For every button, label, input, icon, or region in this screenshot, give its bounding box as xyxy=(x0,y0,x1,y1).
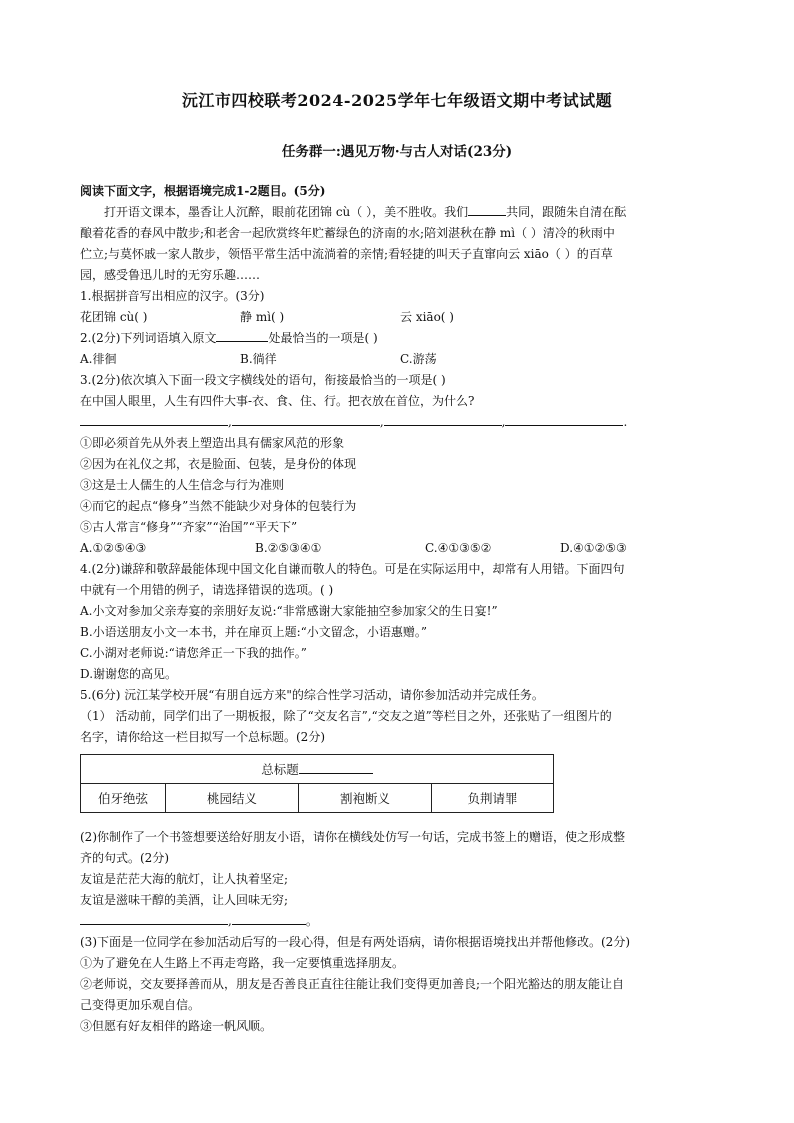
option-b[interactable]: B.小语送朋友小文一本书，并在扉页上题:“小文留念，小语惠赠。” xyxy=(80,625,427,639)
question-3-stem: 3.(2分)依次填入下面一段文字横线处的语句，衔接最恰当的一项是( ) xyxy=(80,373,446,387)
q5-part2-line2: 齐的句式。(2分) xyxy=(80,851,169,865)
list-item: ⑤古人常言“修身”“齐家”“治国”“平天下” xyxy=(80,520,298,534)
option-d[interactable]: D.④①②⑤③ xyxy=(560,541,627,555)
list-item: ②老师说，交友要择善而从，朋友是否善良正直往往能让我们变得更加善良;一个阳光豁达的朋友能让自 xyxy=(80,977,625,991)
list-item: 己变得更加乐观自信。 xyxy=(80,998,201,1012)
table-header-cell: 总标题 xyxy=(81,755,554,784)
title-table xyxy=(80,754,554,813)
bookmark-line-2: 友谊是滋味干醇的美酒，让人回味无穷; xyxy=(80,893,289,907)
q5-part1-line2: 名字，请你给这一栏目拟写一个总标题。(2分) xyxy=(80,730,325,744)
answer-blank[interactable] xyxy=(80,911,228,925)
list-item: ④而它的起点“修身”当然不能缺少对身体的包装行为 xyxy=(80,499,357,513)
list-item: ①即必须首先从外表上塑造出具有儒家风范的形象 xyxy=(80,436,345,450)
question-3-options xyxy=(80,538,640,559)
answer-blank[interactable] xyxy=(232,412,380,426)
table-cell: 伯牙绝弦 xyxy=(81,784,166,813)
option-b[interactable]: B.徜徉 xyxy=(240,352,277,366)
exam-content xyxy=(80,181,640,1037)
list-item: ③这是士人儒生的人生信念与行为准则 xyxy=(80,478,285,492)
option-a[interactable]: A.小文对参加父亲寿宴的亲朋好友说:“非常感谢大家能抽空参加家父的生日宴!” xyxy=(80,604,498,618)
question-4-stem-2: 中就有一个用错的例子，请选择错误的选项。( ) xyxy=(80,583,334,597)
bookmark-blanks: , 。 xyxy=(80,911,640,932)
table-cell: 割袍断义 xyxy=(299,784,432,813)
answer-blank[interactable] xyxy=(80,412,228,426)
answer-blank[interactable] xyxy=(384,412,502,426)
option-a[interactable]: A.①②⑤④③ xyxy=(80,541,147,555)
passage-line-4: 园，感受鲁迅儿时的无穷乐趣…… xyxy=(80,268,261,282)
option-a[interactable]: A.徘徊 xyxy=(80,352,117,366)
table-row xyxy=(81,755,554,784)
blank-cu[interactable]: 花团锦 cù( ) xyxy=(80,310,148,324)
question-1-stem: 1.根据拼音写出相应的汉字。(3分) xyxy=(80,289,265,303)
q5-part1-line1: （1） 活动前，同学们出了一期板报，除了“交友名言”,“交友之道”等栏目之外，还张贴了一组图片的 xyxy=(80,709,612,723)
reading-instruction: 阅读下面文字，根据语境完成1-2题目。(5分) xyxy=(80,184,326,198)
question-4-stem-1: 4.(2分)谦辞和敬辞最能体现中国文化自谦而敬人的特色。可是在实际运用中，却常有人用错。下面四句 xyxy=(80,562,625,576)
question-3-lead: 在中国人眼里，人生有四件大事-衣、食、住、行。把衣放在首位，为什么? xyxy=(80,394,475,408)
question-3-blanks: , , , . xyxy=(80,412,640,433)
question-1-blanks xyxy=(80,307,640,328)
exam-title: 沅江市四校联考2024-2025学年七年级语文期中考试试题 xyxy=(181,91,613,110)
question-2-options xyxy=(80,349,640,370)
option-c[interactable]: C.小湖对老师说:“请您斧正一下我的拙作。” xyxy=(80,646,307,660)
table-cell: 负荆请罪 xyxy=(432,784,554,813)
option-d[interactable]: D.谢谢您的高见。 xyxy=(80,667,178,681)
q5-part2-line1: (2)你制作了一个书签想要送给好朋友小语，请你在横线处仿写一句话，完成书签上的赠语，使之形成整 xyxy=(80,830,626,844)
section-heading: 任务群一:遇见万物·与古人对话(23分) xyxy=(281,144,513,160)
q5-part3-stem: (3)下面是一位同学在参加活动后写的一段心得，但是有两处语病，请你根据语境找出并帮他修改。(2分) xyxy=(80,935,630,949)
answer-blank xyxy=(216,328,268,342)
answer-blank[interactable] xyxy=(232,911,306,925)
table-row xyxy=(81,784,554,813)
list-item: ①为了避免在人生路上不再走弯路，我一定要慎重选择朋友。 xyxy=(80,956,405,970)
question-2-stem: 2.(2分)下列词语填入原文 处最恰当的一项是( ) xyxy=(80,328,640,349)
passage-line-3: 伫立;与莫怀戚一家人散步，领悟平常生活中流淌着的亲情;看轻捷的叫天子直窜向云 xiāo（ ）的百草 xyxy=(80,247,613,261)
answer-blank[interactable] xyxy=(505,412,623,426)
list-item: ③但愿有好友相伴的路途一帆风顺。 xyxy=(80,1019,273,1033)
option-b[interactable]: B.②⑤③④① xyxy=(255,541,322,555)
answer-blank[interactable] xyxy=(468,202,506,216)
table-cell: 桃园结义 xyxy=(166,784,299,813)
list-item: ②因为在礼仪之邦，衣是脸面、包装，是身份的体现 xyxy=(80,457,357,471)
passage-line-2: 酿着花香的春风中散步;和老舍一起欣赏终年贮蓄绿色的济南的水;陪刘湛秋在静 mì（ ）清冷的秋雨中 xyxy=(80,226,615,240)
option-c[interactable]: C.④①③⑤② xyxy=(425,541,492,555)
title-blank[interactable] xyxy=(299,760,373,774)
question-5-stem: 5.(6分) 沅江某学校开展“有朋自远方来"的综合性学习活动，请你参加活动并完成任务。 xyxy=(80,688,544,702)
passage-line-1: 打开语文课本，墨香让人沉醉，眼前花团锦 cù（ ），美不胜收。我们 共同，跟随朱自清在酝 xyxy=(80,202,640,223)
blank-xiao[interactable]: 云 xiāo( ) xyxy=(400,310,454,324)
option-c[interactable]: C.游荡 xyxy=(400,352,437,366)
bookmark-line-1: 友谊是茫茫大海的航灯，让人执着坚定; xyxy=(80,872,289,886)
blank-mi[interactable]: 静 mì( ) xyxy=(240,310,285,324)
